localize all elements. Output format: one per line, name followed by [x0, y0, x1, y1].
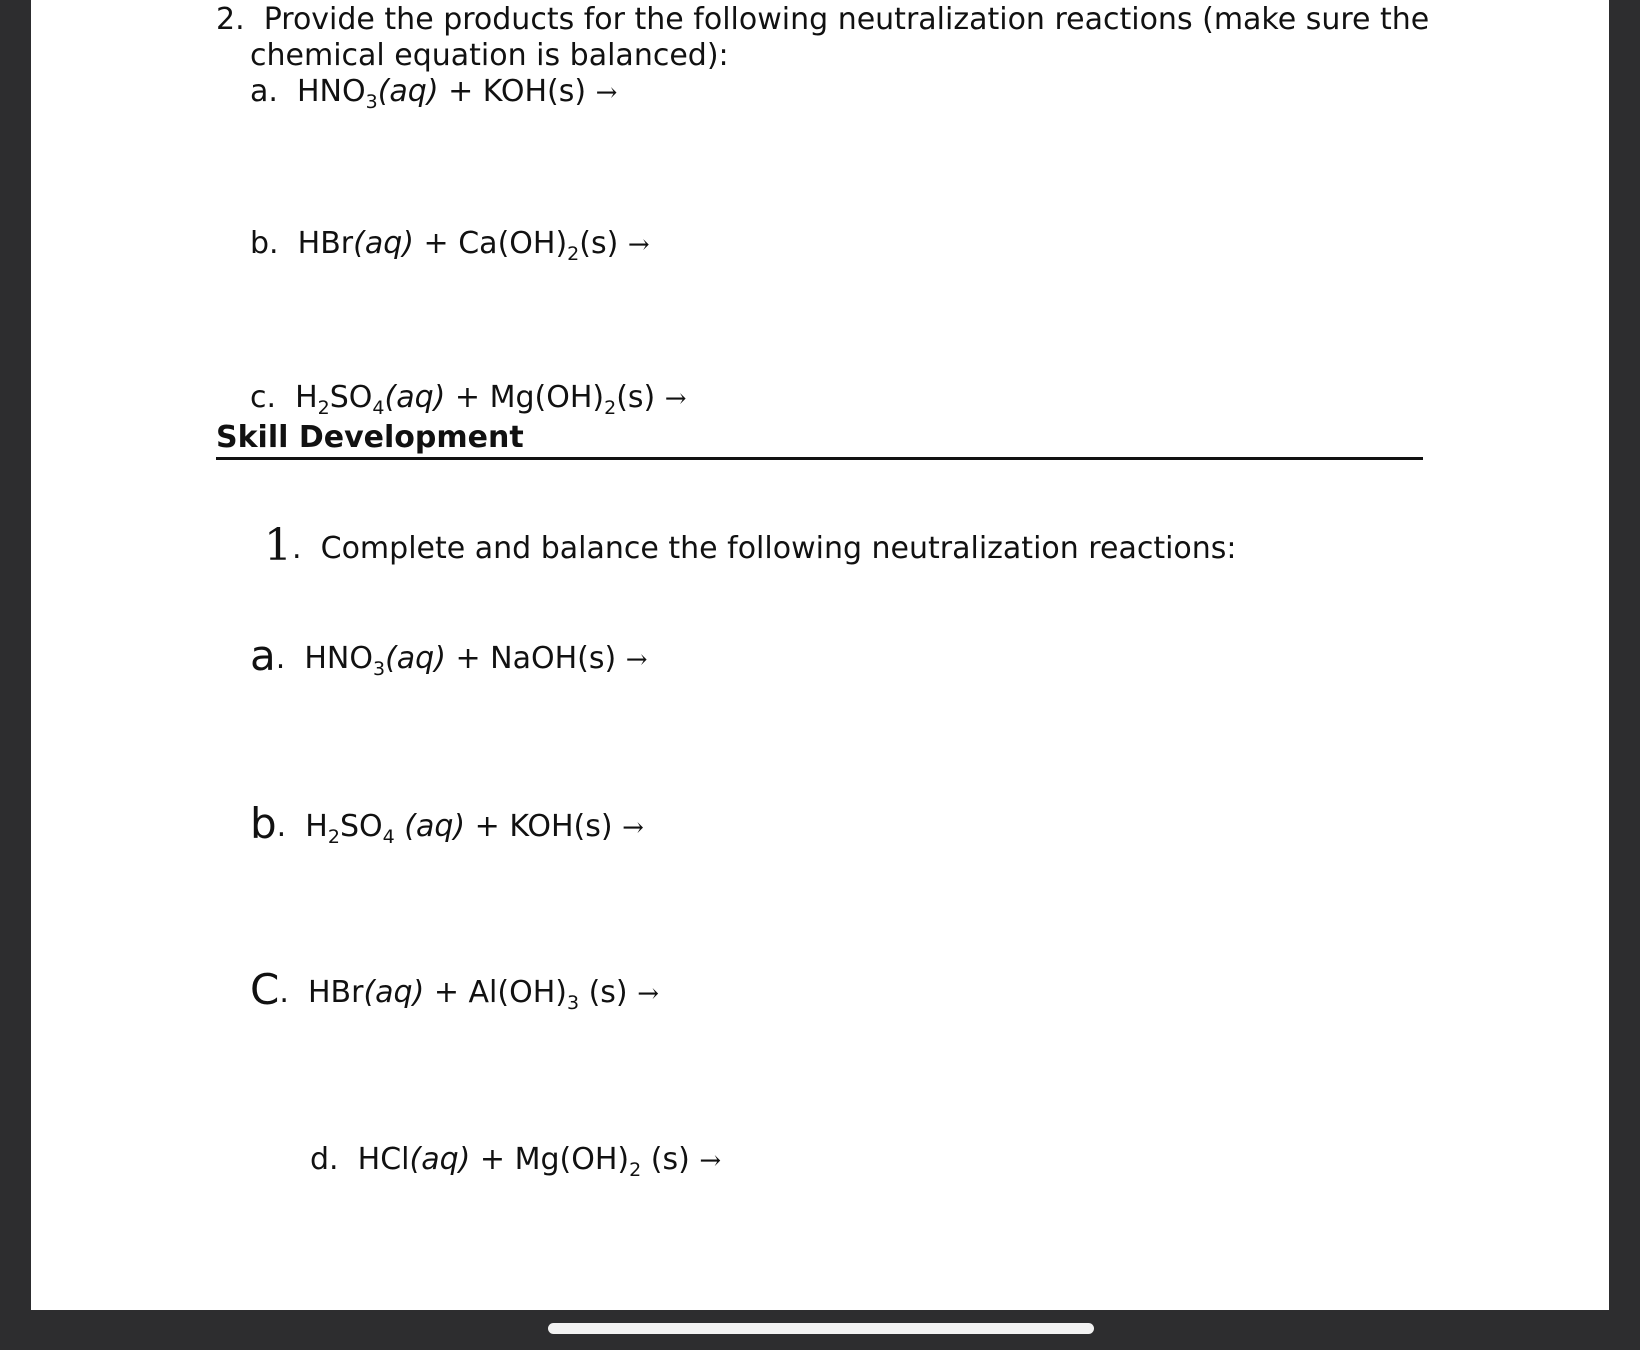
reaction-1b: b. $H_2SO_4$ (aq) + KOH(s) → [250, 799, 644, 848]
question-2-line-1: 2. Provide the products for the following neutralization reactions (make sure the [216, 2, 1430, 37]
section-heading-skill-development: Skill Development [216, 420, 524, 455]
reaction-2b: b. $HBr(aq) + Ca(OH)_2(s)$ → [250, 226, 650, 265]
question-1: 1. Complete and balance the following neutralization reactions: [264, 520, 1237, 571]
home-indicator-bar[interactable] [548, 1323, 1094, 1334]
reaction-1c: C. $HBr(aq) + Al(OH)_3$ (s) → [250, 965, 659, 1014]
question-2-line-2: chemical equation is balanced): [250, 38, 729, 73]
reaction-1d: d. $HCl(aq) + Mg(OH)_2$ (s) → [310, 1142, 722, 1181]
reaction-2c: c. $H_2SO_4(aq) + Mg(OH)_2(s)$ → [250, 380, 687, 419]
section-divider [216, 457, 1423, 460]
reaction-2a: a. $HNO_3(aq) + KOH(s)$ → [250, 74, 618, 113]
reaction-1a: a. $HNO_3(aq)$ + NaOH(s) → [250, 631, 648, 680]
